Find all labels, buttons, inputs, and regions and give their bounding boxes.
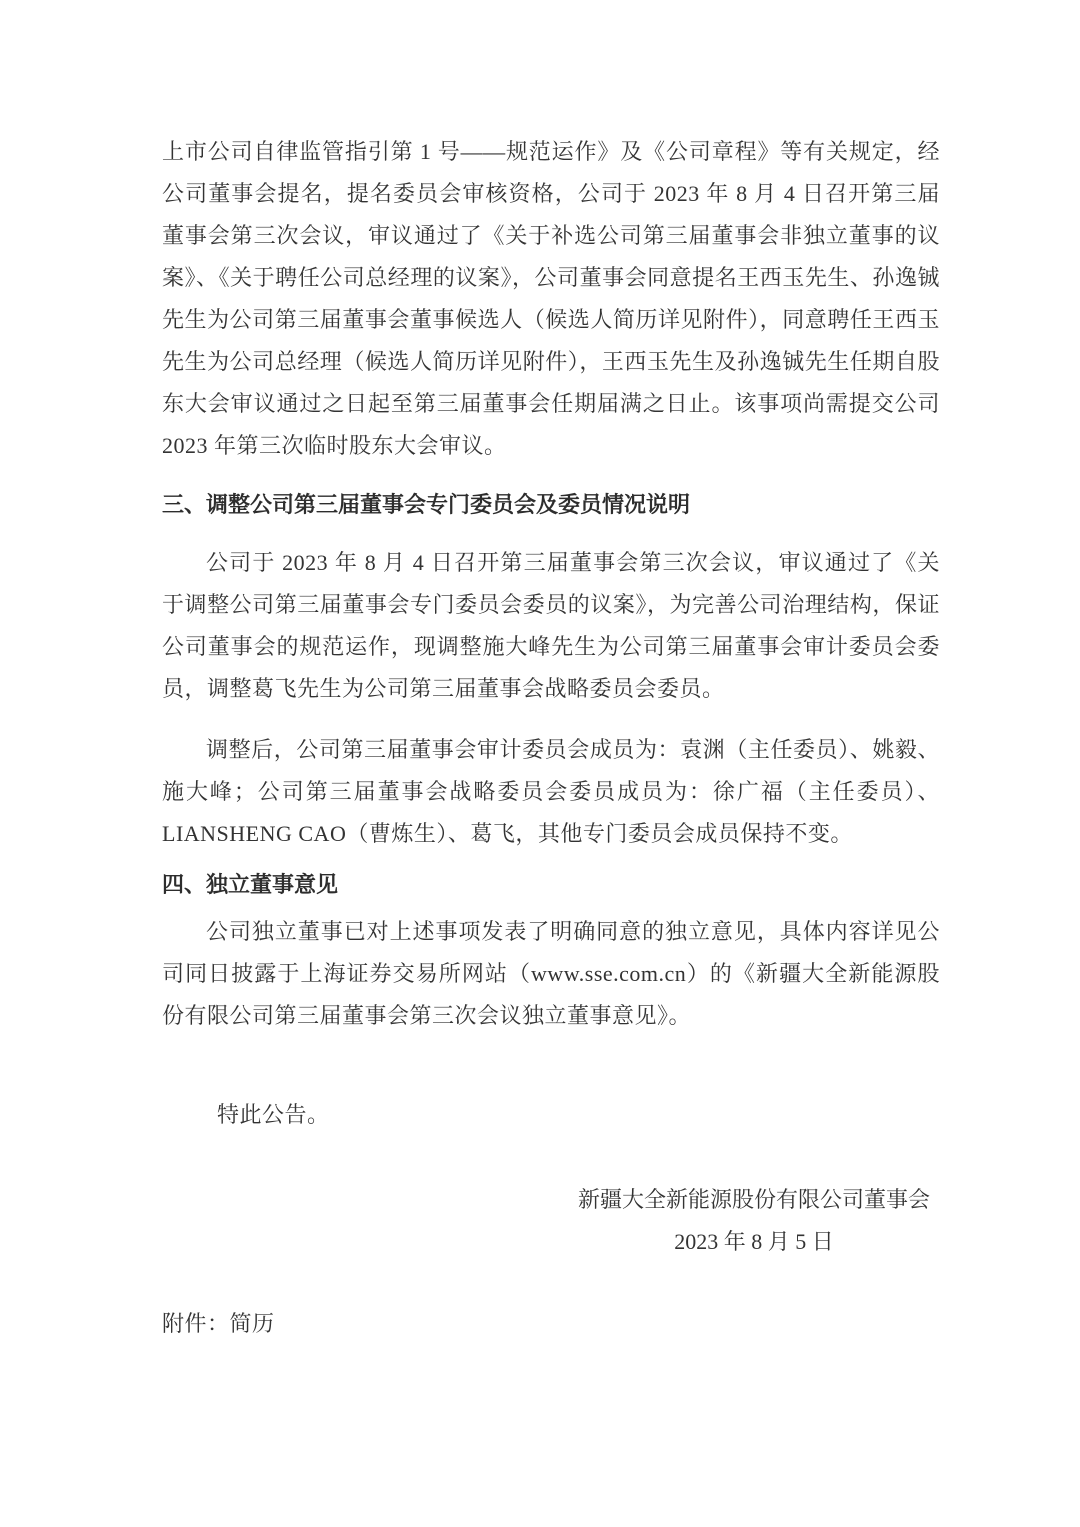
committee-members-paragraph: 调整后，公司第三届董事会审计委员会成员为：袁渊（主任委员）、姚毅、施大峰；公司第三届董事会战略委员会委员成员为：徐广福（主任委员）、LIANSHENG CAO（曹炼生）、葛飞，其他专门委员会成员保持不变。 [162,737,940,846]
signature-block [162,1179,930,1263]
closing-statement: 特此公告。 [217,1102,330,1127]
independent-directors-paragraph: 公司独立董事已对上述事项发表了明确同意的独立意见，具体内容详见公司同日披露于上海证券交易所网站（www.sse.com.cn）的《新疆大全新能源股份有限公司第三届董事会第三次会议独立董事意见》。 [162,919,940,1028]
committee-adjustment-paragraph: 公司于 2023 年 8 月 4 日召开第三届董事会第三次会议，审议通过了《关于调整公司第三届董事会专门委员会委员的议案》，为完善公司治理结构，保证公司董事会的规范运作，现调整施大峰先生为公司第三届董事会审计委员会委员，调整葛飞先生为公司第三届董事会战略委员会委员。 [162,550,940,701]
attachment-note: 附件：简历 [162,1311,275,1336]
signature-date: 2023 年 8 月 5 日 [674,1229,834,1254]
section-heading-independent-directors: 四、独立董事意见 [162,872,339,897]
signature-company: 新疆大全新能源股份有限公司董事会 [577,1187,930,1212]
section-heading-committee-adjustment: 三、调整公司第三届董事会专门委员会及委员情况说明 [162,492,691,517]
body-paragraph-continuation: 上市公司自律监管指引第 1 号——规范运作》及《公司章程》等有关规定，经公司董事会提名，提名委员会审核资格，公司于 2023 年 8 月 4 日召开第三届董事会第三次会议，审议通过了《关于补选公司第三届董事会非独立董事的议案》、《关于聘任公司总经理的议案》，公司董事会同意提名王西玉先生、孙逸铖先生为公司第三届董事会董事候选人（候选人简历详见附件），同意聘任王西玉先生为公司总经理（候选人简历详见附件），王西玉先生及孙逸铖先生任期自股东大会审议通过之日起至第三届董事会任期届满之日止。该事项尚需提交公司 2023 年第三次临时股东大会审议。 [162,139,940,458]
